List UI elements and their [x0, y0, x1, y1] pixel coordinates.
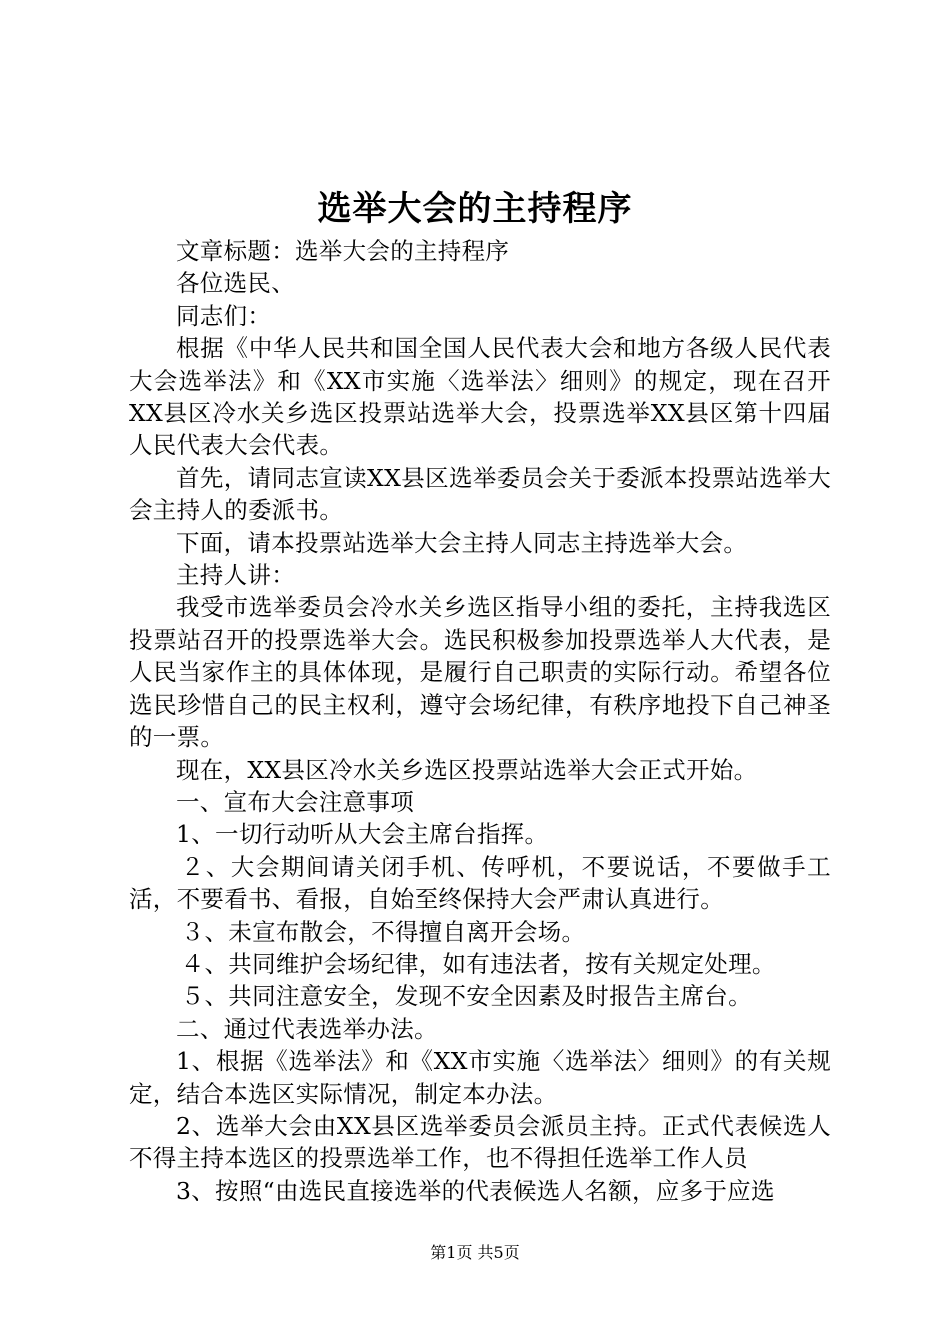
document-body [129, 235, 831, 1207]
paragraph-host-speech-label: 主持人讲： [176, 561, 295, 590]
list-item-notice-2: ２、大会期间请关闭手机、传呼机，不要说话，不要做手工活，不要看书、看报，自始至终保持大会严肃认真进行。 [129, 852, 831, 914]
list-item-method-3: 3、按照“由选民直接选举的代表候选人名额，应多于应选 [176, 1176, 775, 1205]
list-item-method-2: 2、选举大会由XX县区选举委员会派员主持。正式代表候选人不得主持本选区的投票选举工作，也不得担任选举工作人员 [129, 1111, 831, 1173]
document-title: 选举大会的主持程序 [317, 189, 633, 229]
paragraph-article-title: 文章标题：选举大会的主持程序 [176, 237, 510, 265]
paragraph-next-step: 下面，请本投票站选举大会主持人同志主持选举大会。 [176, 528, 748, 557]
paragraph-meeting-start: 现在，XX县区冷水关乡选区投票站选举大会正式开始。 [176, 755, 758, 784]
paragraph-salutation-comrades: 同志们： [176, 301, 272, 330]
section-heading-election-method: 二、通过代表选举办法。 [176, 1014, 438, 1043]
list-item-notice-1: 1、一切行动听从大会主席台指挥。 [176, 820, 549, 849]
list-item-notice-3: ３、未宣布散会，不得擅自离开会场。 [180, 917, 586, 946]
paragraph-salutation-voters: 各位选民、 [176, 269, 295, 298]
paragraph-first-step: 首先，请同志宣读XX县区选举委员会关于委派本投票站选举大会主持人的委派书。 [129, 463, 831, 525]
list-item-method-1: 1、根据《选举法》和《XX市实施〈选举法〉细则》的有关规定，结合本选区实际情况，制定本办法。 [129, 1047, 831, 1108]
paragraph-host-speech: 我受市选举委员会冷水关乡选区指导小组的委托，主持我选区投票站召开的投票选举大会。选民积极参加投票选举人大代表，是人民当家作主的具体体现，是履行自己职责的实际行动。希望各位选民珍惜自己的民主权利，遵守会场纪律，有秩序地投下自己神圣的一票。 [129, 593, 831, 752]
page-number-footer: 第1页 共5页 [430, 1243, 520, 1262]
list-item-notice-4: ４、共同维护会场纪律，如有违法者，按有关规定处理。 [180, 949, 776, 978]
paragraph-legal-basis: 根据《中华人民共和国全国人民代表大会和地方各级人民代表大会选举法》和《XX市实施〈选举法〉细则》的规定，现在召开XX县区冷水关乡选区投票站选举大会，投票选举XX县区第十四届人民代表大会代表。 [129, 334, 831, 460]
section-heading-notices: 一、宣布大会注意事项 [176, 787, 414, 816]
list-item-notice-5: ５、共同注意安全，发现不安全因素及时报告主席台。 [180, 982, 752, 1011]
